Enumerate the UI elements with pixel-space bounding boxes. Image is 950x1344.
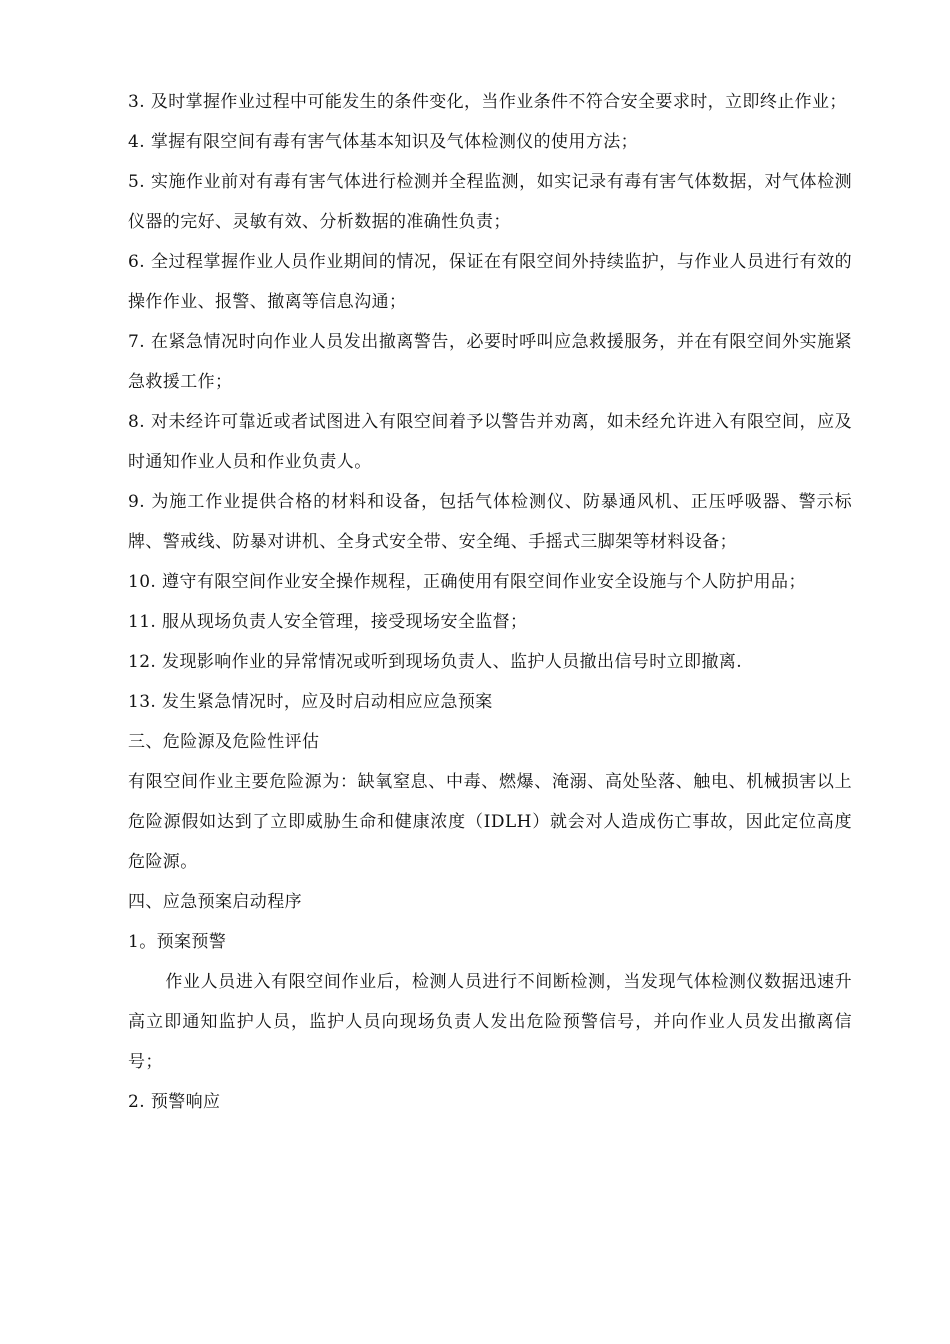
early-warning-paragraph: 作业人员进入有限空间作业后，检测人员进行不间断检测，当发现气体检测仪数据迅速升高立即通知监护人员，监护人员向现场负责人发出危险预警信号，并向作业人员发出撤离信号； <box>128 972 852 1072</box>
paragraph-item-8: 8. 对未经许可靠近或者试图进入有限空间着予以警告并劝离，如未经允许进入有限空间，应及时通知作业人员和作业负责人。 <box>128 412 852 472</box>
section-heading-hazards: 三、危险源及危险性评估 <box>128 732 320 752</box>
paragraph-item-4: 4. 掌握有限空间有毒有害气体基本知识及气体检测仪的使用方法； <box>128 132 639 152</box>
paragraph-item-12: 12. 发现影响作业的异常情况或听到现场负责人、监护人员撤出信号时立即撤离. <box>128 652 743 672</box>
paragraph-item-9: 9. 为施工作业提供合格的材料和设备，包括气体检测仪、防暴通风机、正压呼吸器、警示标牌、警戒线、防暴对讲机、全身式安全带、安全绳、手摇式三脚架等材料设备； <box>128 492 852 552</box>
paragraph-item-6: 6. 全过程掌握作业人员作业期间的情况，保证在有限空间外持续监护，与作业人员进行有效的操作作业、报警、撤离等信息沟通； <box>128 252 852 312</box>
paragraph-item-10: 10. 遵守有限空间作业安全操作规程，正确使用有限空间作业安全设施与个人防护用品； <box>128 572 806 592</box>
paragraph-item-3: 3. 及时掌握作业过程中可能发生的条件变化，当作业条件不符合安全要求时，立即终止作业； <box>128 92 847 112</box>
paragraph-item-11: 11. 服从现场负责人安全管理，接受现场安全监督； <box>128 612 528 632</box>
document-body <box>128 82 852 1122</box>
paragraph-item-7: 7. 在紧急情况时向作业人员发出撤离警告，必要时呼叫应急救援服务，并在有限空间外实施紧急救援工作； <box>128 332 852 392</box>
paragraph-item-13: 13. 发生紧急情况时，应及时启动相应应急预案 <box>128 692 493 712</box>
subheading-early-warning: 1。预案预警 <box>128 932 227 952</box>
paragraph-item-5: 5. 实施作业前对有毒有害气体进行检测并全程监测，如实记录有毒有害气体数据，对气体检测仪器的完好、灵敏有效、分析数据的准确性负责； <box>128 172 852 232</box>
section-heading-startup-procedure: 四、应急预案启动程序 <box>128 892 302 912</box>
hazards-paragraph: 有限空间作业主要危险源为：缺氧窒息、中毒、燃爆、淹溺、高处坠落、触电、机械损害以上危险源假如达到了立即威胁生命和健康浓度（IDLH）就会对人造成伤亡事故，因此定位高度危险源。 <box>128 772 852 872</box>
subheading-warning-response: 2. 预警响应 <box>128 1092 221 1112</box>
